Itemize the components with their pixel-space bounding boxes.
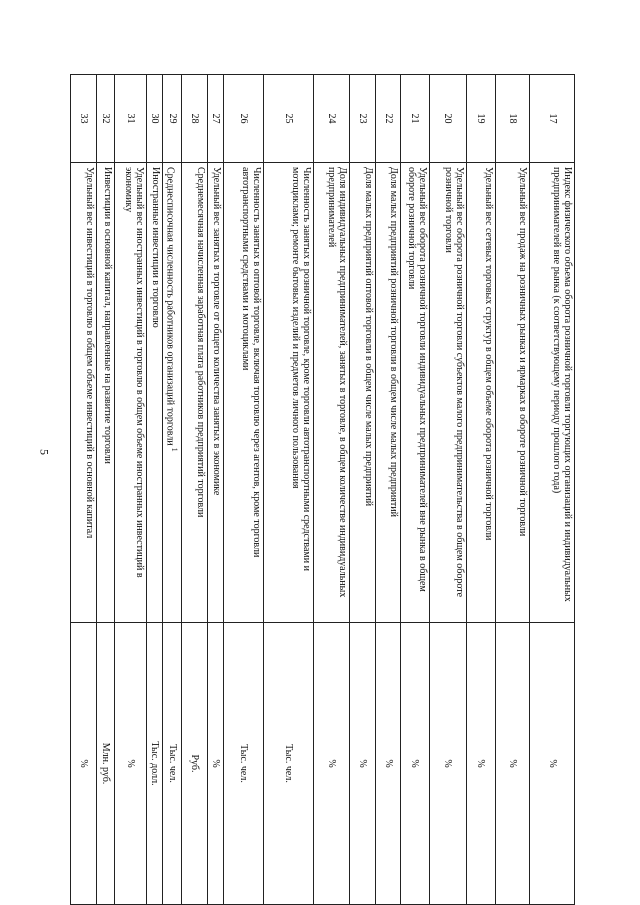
- unit-cell: %: [466, 623, 495, 905]
- indicator-name: Удельный вес оборота розничной торговли субъектов малого предпринимательства в общем обороте розничной торговли: [442, 167, 465, 598]
- table-row: [495, 75, 529, 905]
- row-number: 17: [530, 75, 575, 163]
- indicator-name-cell: [263, 163, 313, 623]
- indicators-table-body: [71, 75, 575, 905]
- unit-cell: %: [71, 623, 98, 905]
- row-number: 22: [376, 75, 400, 163]
- row-number: 27: [208, 75, 224, 163]
- table-row: [313, 75, 349, 905]
- indicator-name-cell: [400, 163, 429, 623]
- row-number: 31: [114, 75, 146, 163]
- unit-cell: %: [530, 623, 575, 905]
- indicator-name: Удельный вес оборота розничной торговли индивидуальных предпринимателей вне рынка в общем обороте розничной торговли: [406, 167, 429, 592]
- row-number: 21: [400, 75, 429, 163]
- indicator-name: Удельный вес инвестиций в торговлю в общем объеме инвестиций в основной капитал: [84, 167, 96, 539]
- table-row: [263, 75, 313, 905]
- indicator-name-cell: [495, 163, 529, 623]
- page-number: 5: [37, 449, 52, 455]
- unit-cell: Тыс. чел.: [163, 623, 182, 905]
- unit-cell: Тыс. чел.: [263, 623, 313, 905]
- table-row: [530, 75, 575, 905]
- row-number: 20: [430, 75, 466, 163]
- indicator-name-cell: [114, 163, 146, 623]
- table-row: [97, 75, 114, 905]
- indicator-name: Иностранные инвестиции в торговлю: [150, 167, 162, 328]
- indicator-name: Удельный вес продаж на розничных рынках и ярмарках в обороте розничной торговли: [517, 167, 529, 537]
- indicator-name-cell: [466, 163, 495, 623]
- indicator-name-cell: [313, 163, 349, 623]
- table-row: [466, 75, 495, 905]
- table-row: [224, 75, 264, 905]
- indicator-name-cell: [163, 163, 182, 623]
- table-row: [163, 75, 182, 905]
- table-row: [430, 75, 466, 905]
- row-number: 32: [97, 75, 114, 163]
- table-row: [400, 75, 429, 905]
- unit-cell: %: [400, 623, 429, 905]
- row-number: 24: [313, 75, 349, 163]
- table-row: [181, 75, 207, 905]
- unit-cell: %: [376, 623, 400, 905]
- row-number: 25: [263, 75, 313, 163]
- row-number: 29: [163, 75, 182, 163]
- row-number: 23: [350, 75, 376, 163]
- unit-cell: %: [313, 623, 349, 905]
- unit-cell: %: [350, 623, 376, 905]
- indicator-name: Численность занятых в розничной торговле, кроме торговли автотранспортными средствами и мотоциклами; ремонте бытовых изделий и предметов личного пользования: [289, 167, 312, 571]
- indicator-name-cell: [530, 163, 575, 623]
- indicator-name-cell: [97, 163, 114, 623]
- unit-cell: Млн. руб.: [97, 623, 114, 905]
- unit-cell: %: [430, 623, 466, 905]
- row-number: 30: [147, 75, 163, 163]
- indicator-name: Доля малых предприятий розничной торговли в общем числе малых предприятий: [387, 167, 399, 517]
- indicator-name: Численность занятых в оптовой торговле, включая торговлю через агентов, кроме торговли автотранспортными средствами и мотоциклами: [239, 167, 262, 558]
- table-row: [208, 75, 224, 905]
- indicator-name-cell: [208, 163, 224, 623]
- indicator-name: Инвестиции в основной капитал, направленные на развитие торговли: [101, 167, 113, 464]
- unit-cell: %: [208, 623, 224, 905]
- row-number: 28: [181, 75, 207, 163]
- footnote-marker: 1: [169, 447, 179, 452]
- indicator-name: Среднемесячная начисленная заработная плата работников предприятий торговли: [195, 167, 207, 518]
- unit-cell: Тыс. долл.: [147, 623, 163, 905]
- indicators-table: [70, 74, 575, 905]
- unit-cell: %: [114, 623, 146, 905]
- indicators-table-wrapper: [70, 74, 575, 904]
- indicator-name: Среднесписочная численность работников организаций торговли: [164, 167, 176, 446]
- indicator-name-cell: [430, 163, 466, 623]
- unit-cell: Руб.: [181, 623, 207, 905]
- unit-cell: Тыс. чел.: [224, 623, 264, 905]
- table-row: [71, 75, 98, 905]
- row-number: 33: [71, 75, 98, 163]
- unit-cell: %: [495, 623, 529, 905]
- indicator-name: Индекс физического объема оборота розничной торговли торгующих организаций и индивидуальных предпринимателей вне рынка (к соответствующему периоду прошлого года): [551, 167, 573, 602]
- table-row: [350, 75, 376, 905]
- indicator-name-cell: [376, 163, 400, 623]
- table-row: [114, 75, 146, 905]
- indicator-name: Доля малых предприятий оптовой торговли в общем числе малых предприятий: [363, 167, 375, 507]
- indicator-name: Удельный вес сетевых торговых структур в общем объеме оборота розничной торговли: [482, 167, 494, 541]
- indicator-name-cell: [224, 163, 264, 623]
- row-number: 18: [495, 75, 529, 163]
- indicator-name-cell: [181, 163, 207, 623]
- indicator-name-cell: [71, 163, 98, 623]
- indicator-name: Удельный вес иностранных инвестиций в торговлю в общем объеме иностранных инвестиций в экономику: [123, 167, 146, 578]
- table-row: [147, 75, 163, 905]
- row-number: 26: [224, 75, 264, 163]
- indicator-name-cell: [350, 163, 376, 623]
- indicator-name: Доля индивидуальных предпринимателей, занятых в торговле, в общем количестве индивидуальных предпринимателей: [326, 167, 349, 598]
- indicator-name: Удельный вес занятых в торговле от общего количества занятых в экономике: [211, 167, 223, 496]
- indicator-name-cell: [147, 163, 163, 623]
- row-number: 19: [466, 75, 495, 163]
- table-row: [376, 75, 400, 905]
